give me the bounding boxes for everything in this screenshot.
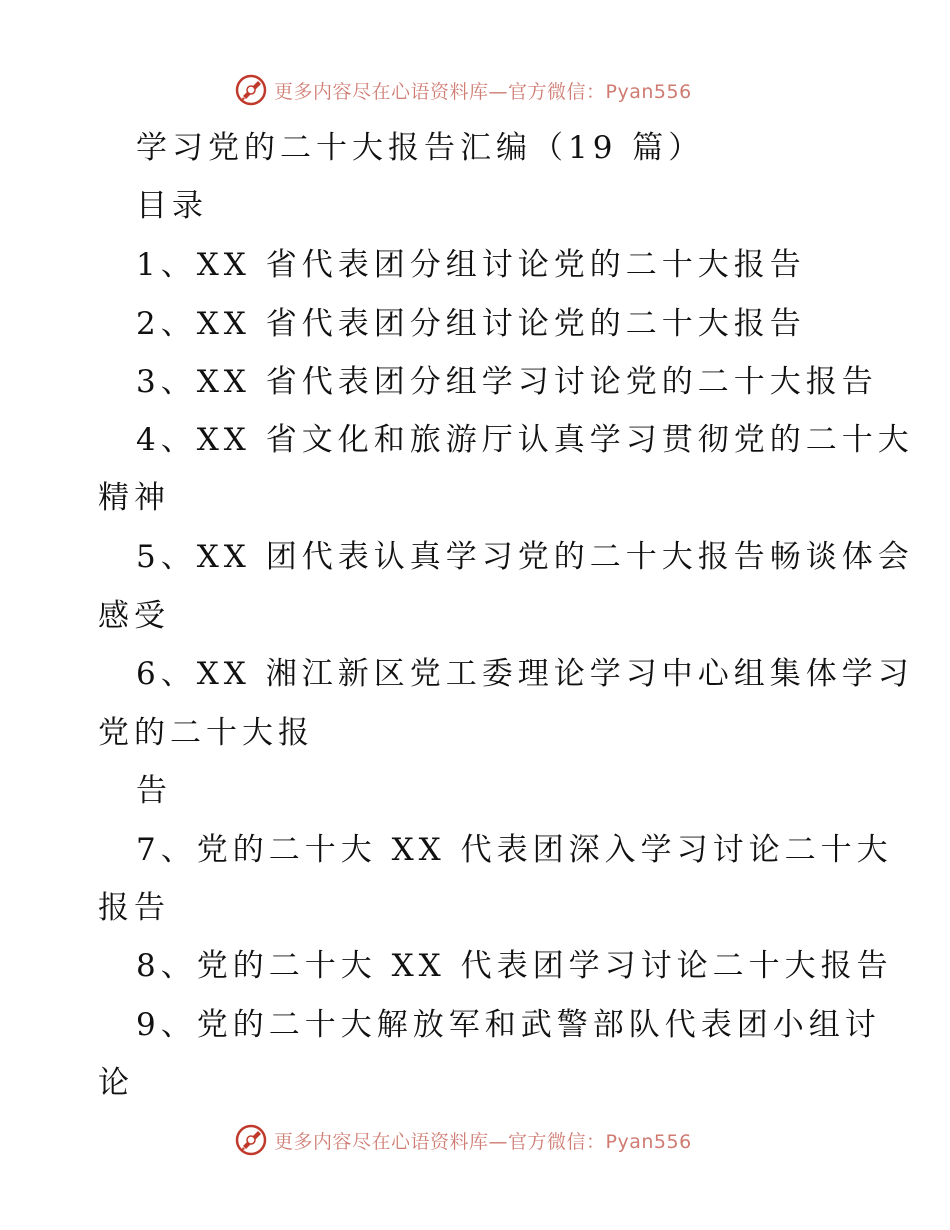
toc-heading: 目录 [136, 188, 208, 224]
footer-watermark-banner [234, 1122, 692, 1158]
toc-line: 2、XX 省代表团分组讨论党的二十大报告 [136, 306, 806, 342]
toc-line: 3、XX 省代表团分组学习讨论党的二十大报告 [136, 364, 878, 400]
toc-line: 党的二十大报 [98, 715, 314, 751]
toc-line: 8、党的二十大 XX 代表团学习讨论二十大报告 [136, 948, 893, 984]
brand-logo-icon [234, 73, 268, 107]
watermark-text: 更多内容尽在心语资料库—官方微信：Pyan556 [274, 80, 692, 103]
toc-line: 1、XX 省代表团分组讨论党的二十大报告 [136, 247, 806, 283]
document-title: 学习党的二十大报告汇编（19 篇） [136, 130, 705, 166]
watermark-text: 更多内容尽在心语资料库—官方微信：Pyan556 [274, 1130, 692, 1153]
toc-line: 9、党的二十大解放军和武警部队代表团小组讨 [136, 1007, 881, 1043]
toc-line: 7、党的二十大 XX 代表团深入学习讨论二十大 [136, 832, 893, 868]
brand-logo-icon [234, 1123, 268, 1157]
toc-line: 精神 [98, 480, 170, 516]
toc-line: 报告 [98, 890, 170, 926]
toc-line: 论 [98, 1065, 134, 1101]
header-watermark-banner [234, 72, 692, 108]
toc-line: 5、XX 团代表认真学习党的二十大报告畅谈体会 [136, 539, 914, 575]
toc-line: 4、XX 省文化和旅游厅认真学习贯彻党的二十大 [136, 422, 914, 458]
toc-line: 告 [136, 773, 172, 809]
toc-line: 感受 [98, 598, 170, 634]
toc-line: 6、XX 湘江新区党工委理论学习中心组集体学习 [136, 656, 914, 692]
